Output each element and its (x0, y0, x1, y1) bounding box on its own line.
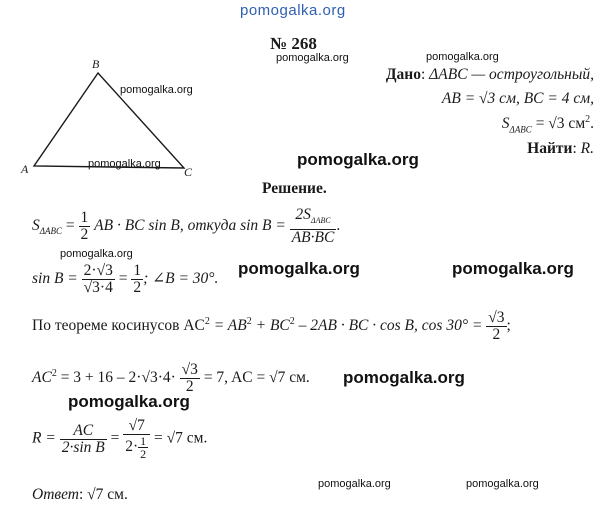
nested-fraction-half (138, 435, 148, 460)
frac-num: 1 (80, 209, 89, 227)
watermark-bottom-left: pomogalka.org (318, 478, 391, 490)
frac-num: 1 (133, 262, 142, 279)
bc-term: + BC (251, 317, 290, 335)
given-line-1: Дано: ΔABC — остроугольный, (385, 66, 594, 83)
triangle-diagram (20, 56, 200, 180)
cos-term: – 2AB · BC · cos B, cos 30° = (294, 317, 483, 335)
fraction-cos30 (486, 310, 506, 343)
find-line: Найти: R. (527, 140, 594, 157)
vertex-c-label: C (184, 165, 193, 179)
area-sub: ΔABC (39, 226, 63, 237)
watermark-ac-right-big: pomogalka.org (343, 368, 465, 387)
answer-line (32, 486, 128, 504)
watermark-bottom-right: pomogalka.org (466, 478, 539, 490)
frac-den: 2 (133, 279, 142, 296)
fraction-sinb-value (82, 263, 115, 296)
exp: 2 (289, 315, 295, 327)
r-lhs: R = (32, 429, 56, 447)
fraction-root3-over-2 (180, 362, 200, 395)
frac-2s: 2S (295, 206, 311, 223)
cosine-theorem-text: По теореме косинусов AC (32, 317, 205, 335)
frac-den: 2 (80, 226, 89, 244)
solution-line-3 (32, 310, 511, 343)
vertex-a-label: A (21, 162, 29, 176)
vertex-b-label: B (92, 57, 100, 71)
frac-num: 2·√3 (83, 262, 113, 279)
exp: 2 (51, 367, 57, 379)
area-symbol: S (32, 217, 40, 235)
frac-num: √3 (181, 361, 198, 378)
ac-calc: = 3 + 16 – 2·√3·4· (56, 369, 176, 387)
solution-line-2 (32, 263, 218, 296)
find-value: R. (580, 140, 594, 157)
equals: = (110, 429, 120, 447)
given-area-sub: ΔABC (509, 124, 532, 135)
watermark-top: pomogalka.org (240, 2, 346, 19)
frac-den: √3·4 (83, 279, 113, 296)
fraction-half (79, 210, 91, 243)
given-area-s: S (501, 115, 510, 133)
equals: = (118, 270, 128, 288)
line3-end: ; (506, 317, 511, 335)
given-area-exp: 2 (585, 114, 591, 125)
fraction-root7-over (123, 418, 150, 460)
watermark-left-big: pomogalka.org (68, 392, 190, 411)
solution-line-5 (32, 418, 207, 460)
watermark-triangle-mid: pomogalka.org (120, 84, 193, 96)
given-line-2: AB = √3 см, BC = 4 см, (441, 90, 594, 107)
exp: 2 (246, 315, 252, 327)
given-area-value: = √3 см (535, 115, 586, 133)
frac-den-2: 2· (125, 438, 139, 456)
given-label: Дано (385, 66, 421, 83)
frac-num: AC (60, 423, 107, 440)
frac-den: 2 (140, 447, 147, 461)
equals: = (65, 217, 75, 235)
frac-num: √7 (123, 418, 150, 435)
ab-term: = AB (209, 317, 247, 335)
angle-b: ; ∠B = 30°. (143, 270, 219, 288)
answer-label: Ответ (32, 486, 79, 503)
frac-ab-bc: AB·BC (291, 229, 335, 247)
ac-symbol: AC (32, 369, 52, 387)
fraction-ac-over-2sinb (60, 423, 107, 456)
watermark-solution-big: pomogalka.org (297, 150, 419, 169)
watermark-sin-small: pomogalka.org (60, 248, 133, 260)
problem-number: № 268 (270, 34, 317, 53)
solution-line-1 (32, 207, 340, 246)
watermark-under-title: pomogalka.org (276, 52, 349, 64)
frac-num: 1 (140, 434, 147, 448)
given-triangle: ΔABC — остроугольный, (429, 66, 594, 83)
watermark-given-top: pomogalka.org (426, 51, 499, 63)
given-line-3: $S_{\Delta ABC} = √3$ $см^2$. (501, 114, 594, 135)
frac-den: 2 (492, 326, 501, 343)
triangle-abc (34, 73, 184, 168)
exp: 2 (204, 315, 210, 327)
r-result: = √7 см. (154, 429, 208, 447)
watermark-mid-left-big: pomogalka.org (238, 259, 360, 278)
frac-den: 2·sin B (61, 438, 105, 456)
solution-heading: Решение. (262, 180, 327, 197)
solution-line-4 (32, 362, 310, 395)
ac-result: = 7, AC = √7 см. (199, 369, 310, 387)
line1-rest: AB · BC sin B, откуда sin B = (94, 217, 286, 235)
watermark-triangle-base: pomogalka.org (88, 158, 161, 170)
find-label: Найти (527, 140, 573, 157)
answer-value: : √7 см. (78, 486, 128, 503)
frac-num: √3 (488, 309, 505, 326)
fraction-sinb (290, 207, 337, 246)
watermark-mid-right-big: pomogalka.org (452, 259, 574, 278)
line1-end: . (336, 217, 341, 235)
frac-2s-sub: ΔABC (310, 216, 331, 226)
fraction-half-2 (131, 263, 143, 296)
sinb-lhs: sin B = (32, 270, 78, 288)
frac-den: 2 (185, 378, 194, 395)
